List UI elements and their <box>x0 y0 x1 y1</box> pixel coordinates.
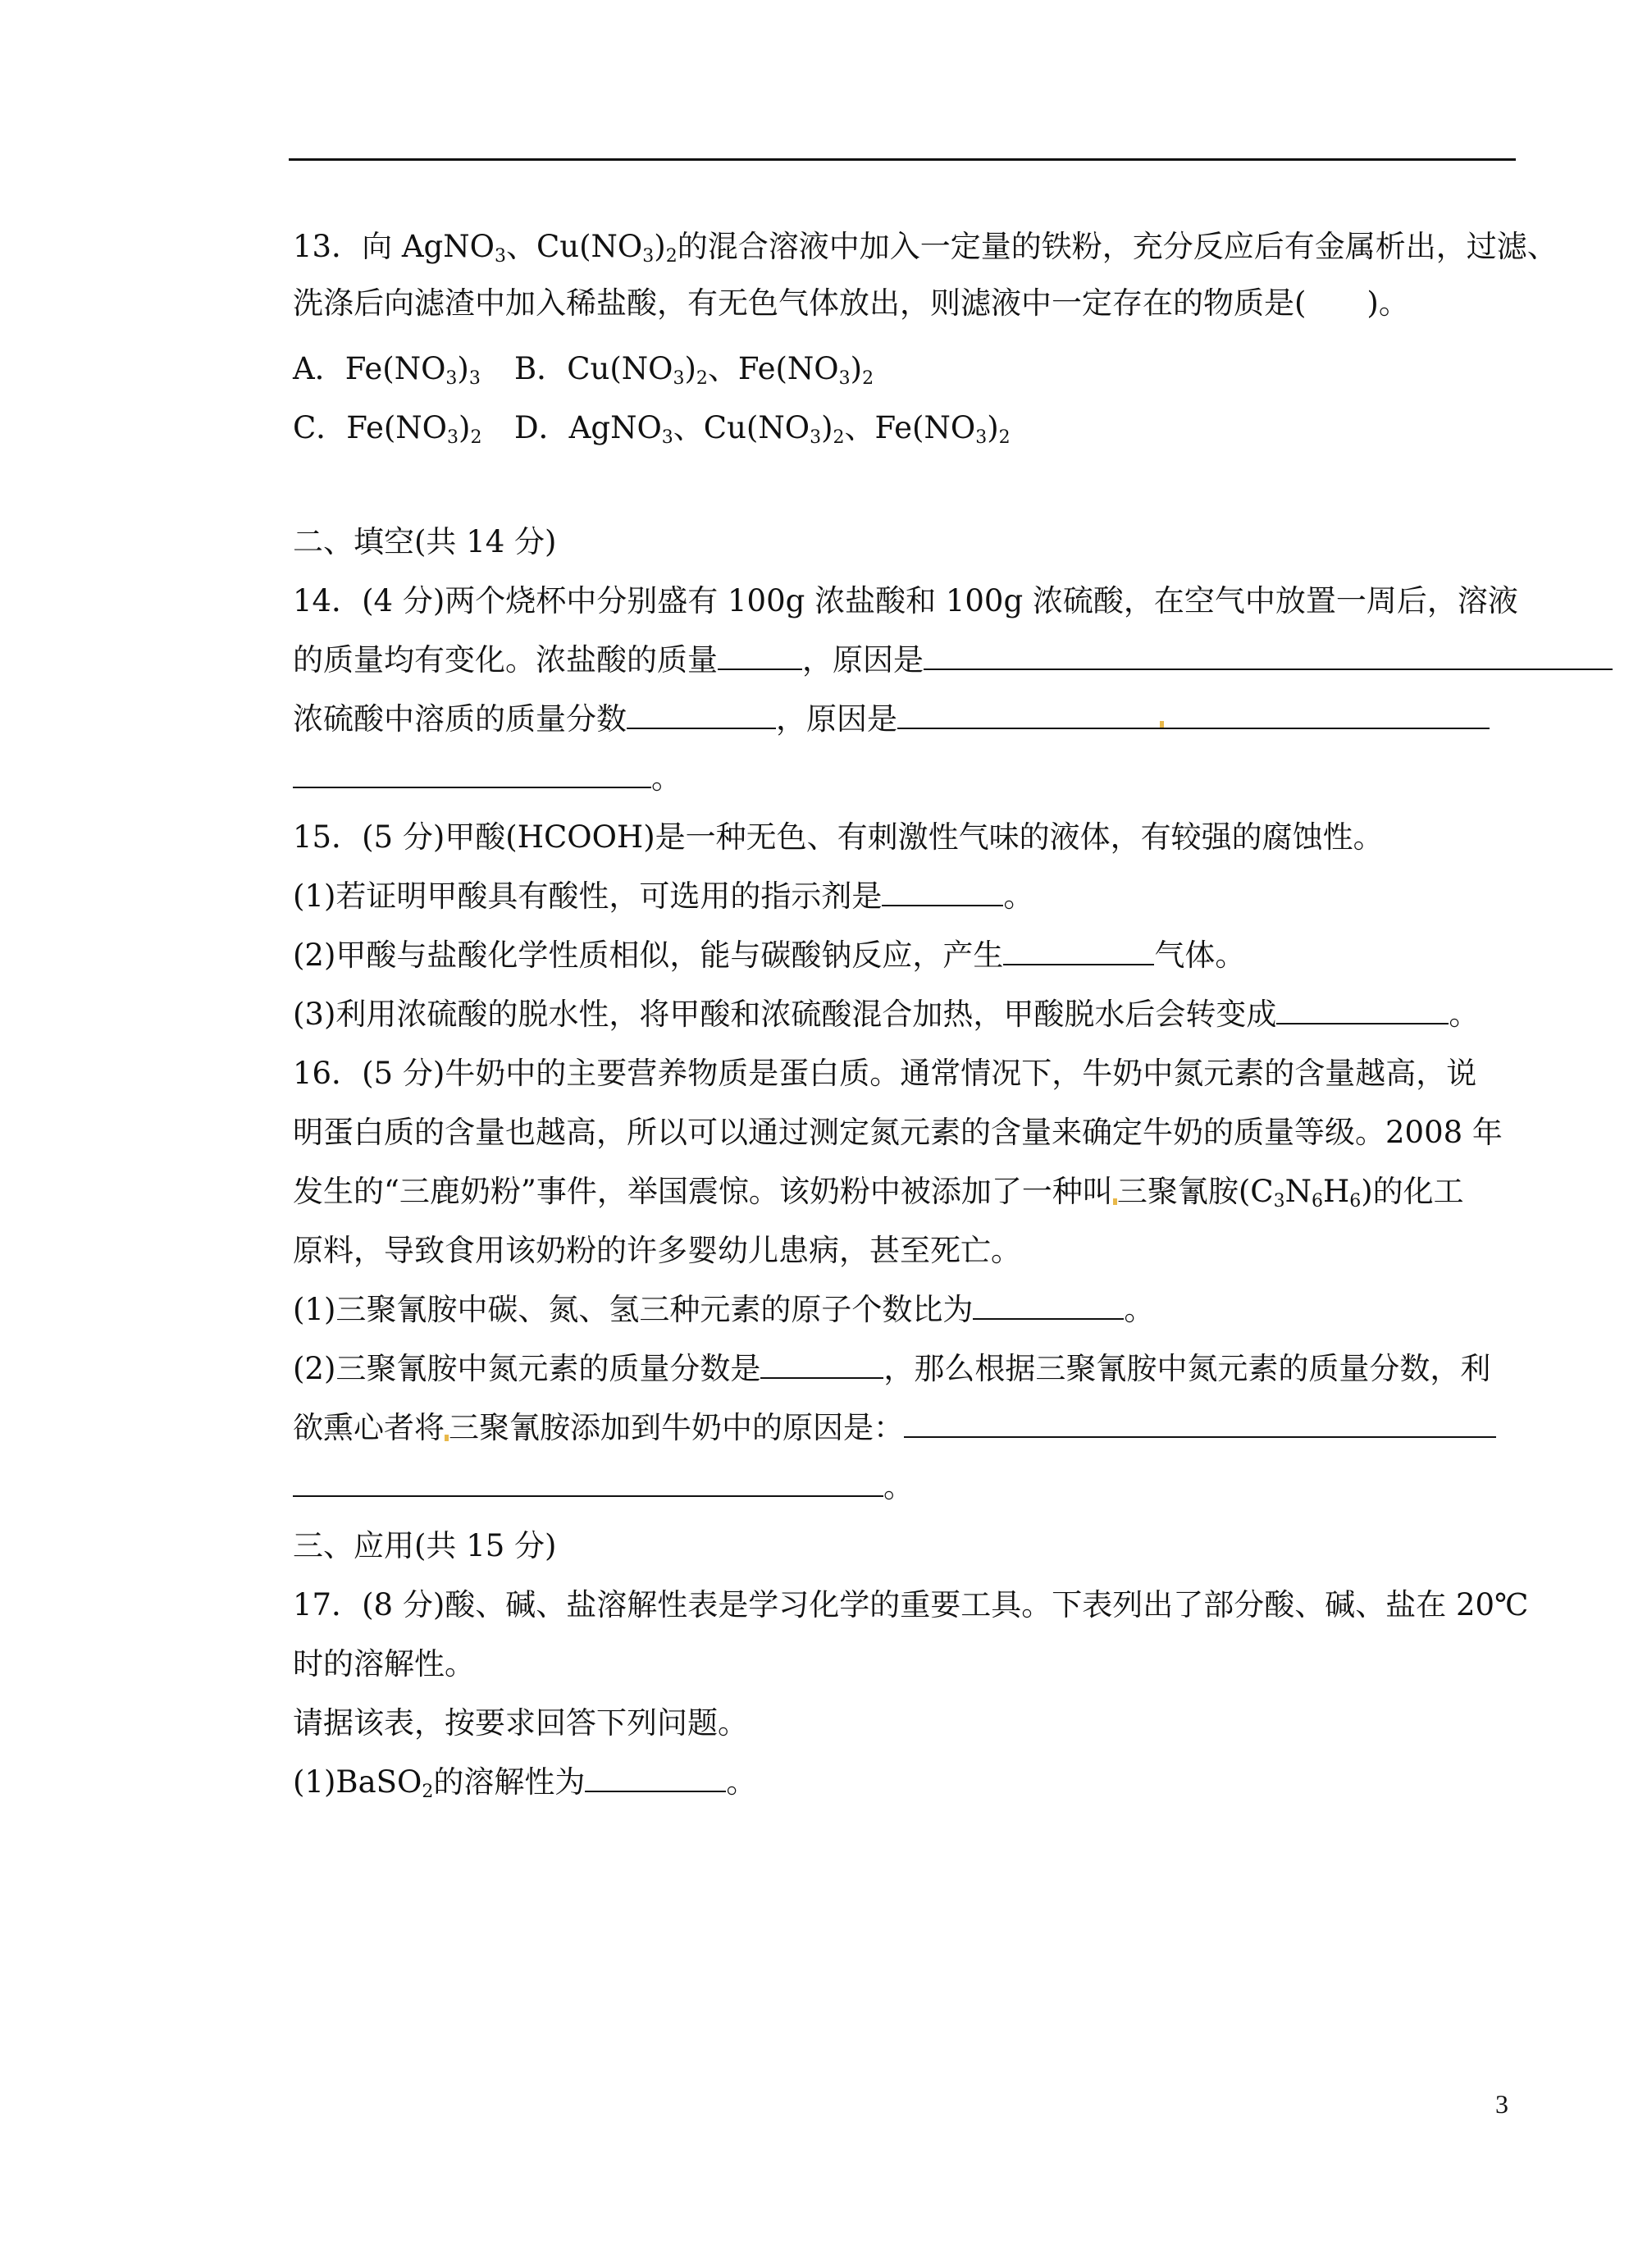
q15-line1: 15．(5 分)甲酸(HCOOH)是一种无色、有刺激性气味的液体，有较强的腐蚀性。 <box>293 819 1384 855</box>
editor-mark <box>1160 721 1164 728</box>
q13-option-c: C．$Fe(NO_3)_2$ <box>293 410 482 448</box>
q16-part2-line3: 。 <box>293 1467 914 1508</box>
q13-option-b: B．$Cu(NO_3)_2$、$Fe(NO_3)_2$ <box>514 351 874 389</box>
q15-part3: (3)利用浓硫酸的脱水性，将甲酸和浓硫酸混合加热，甲酸脱水后会转变成 。 <box>293 997 1480 1032</box>
q16-line2: 明蛋白质的含量也越高，所以可以通过测定氮元素的含量来确定牛奶的质量等级。2008 年 <box>293 1115 1503 1150</box>
q16-line3: 发生的“三鹿奶粉”事件，举国震惊。该奶粉中被添加了一种叫 三聚氰胺$(C_3N_6H_6)$的化工 <box>293 1174 1464 1212</box>
q16-part2-line2: 欲熏心者将 三聚氰胺添加到牛奶中的原因是： <box>293 1408 1496 1449</box>
header-rule <box>289 158 1516 161</box>
q15-part2: (2)甲酸与盐酸化学性质相似，能与碳酸钠反应，产生 气体。 <box>293 938 1246 973</box>
blank-solubility[interactable] <box>585 1766 726 1792</box>
q16-line1: 16．(5 分)牛奶中的主要营养物质是蛋白质。通常情况下，牛奶中氮元素的含量越高，说 <box>293 1056 1477 1091</box>
page-number: 3 <box>1495 2089 1508 2119</box>
q16-part2-line1: (2)三聚氰胺中氮元素的质量分数是 ，那么根据三聚氰胺中氮元素的质量分数，利 <box>293 1351 1491 1386</box>
blank-hcl-reason[interactable] <box>924 644 1613 670</box>
q14-line4: 。 <box>293 758 682 799</box>
q14-line1: 14．(4 分)两个烧杯中分别盛有 100g 浓盐酸和 100g 浓硫酸，在空气中放置一周后，溶液 <box>293 583 1518 618</box>
blank-hcl-mass[interactable] <box>718 644 802 670</box>
blank-melamine-reason-cont[interactable] <box>293 1471 883 1497</box>
q17-line3: 请据该表，按要求回答下列问题。 <box>293 1705 748 1741</box>
q13-option-a: A．$Fe(NO_3)_3$ <box>293 351 481 389</box>
q17-part1: (1)BaSO$_2$的溶解性为 。 <box>293 1764 757 1802</box>
q17-line2: 时的溶解性。 <box>293 1646 475 1682</box>
blank-h2so4-reason-cont[interactable] <box>293 762 651 788</box>
blank-nitrogen-fraction[interactable] <box>760 1353 883 1379</box>
section-3-title: 三、应用(共 15 分) <box>293 1528 557 1563</box>
q13-option-d: D．AgNO$_3$、$Cu(NO_3)_2$、$Fe(NO_3)_2$ <box>514 410 1011 448</box>
q15-part1: (1)若证明甲酸具有酸性，可选用的指示剂是 。 <box>293 878 1034 914</box>
blank-melamine-reason[interactable] <box>904 1412 1496 1438</box>
q16-line4: 原料，导致食用该奶粉的许多婴幼儿患病，甚至死亡。 <box>293 1233 1021 1268</box>
q13-line2: 洗涤后向滤渣中加入稀盐酸，有无色气体放出，则滤液中一定存在的物质是( )。 <box>293 285 1409 321</box>
blank-indicator[interactable] <box>882 880 1003 906</box>
section-2-title: 二、填空(共 14 分) <box>293 524 557 559</box>
blank-atom-ratio[interactable] <box>973 1294 1124 1320</box>
q17-line1: 17．(8 分)酸、碱、盐溶解性表是学习化学的重要工具。下表列出了部分酸、碱、盐在 20℃ <box>293 1587 1529 1622</box>
q13-line1: 13．向 AgNO$_3$、$Cu(NO_3)_2$的混合溶液中加入一定量的铁粉，充分反应后有金属析出，过滤、 <box>293 229 1558 267</box>
q14-line3: 浓硫酸中溶质的质量分数 ，原因是 <box>293 699 1490 740</box>
blank-h2so4-reason[interactable] <box>897 703 1490 729</box>
blank-product[interactable] <box>1276 998 1449 1024</box>
q16-part1: (1)三聚氰胺中碳、氮、氢三种元素的原子个数比为 。 <box>293 1292 1155 1327</box>
blank-h2so4-fraction[interactable] <box>627 703 776 729</box>
q14-line2: 的质量均有变化。浓盐酸的质量 ，原因是 <box>293 640 1613 681</box>
blank-gas[interactable] <box>1003 939 1154 965</box>
